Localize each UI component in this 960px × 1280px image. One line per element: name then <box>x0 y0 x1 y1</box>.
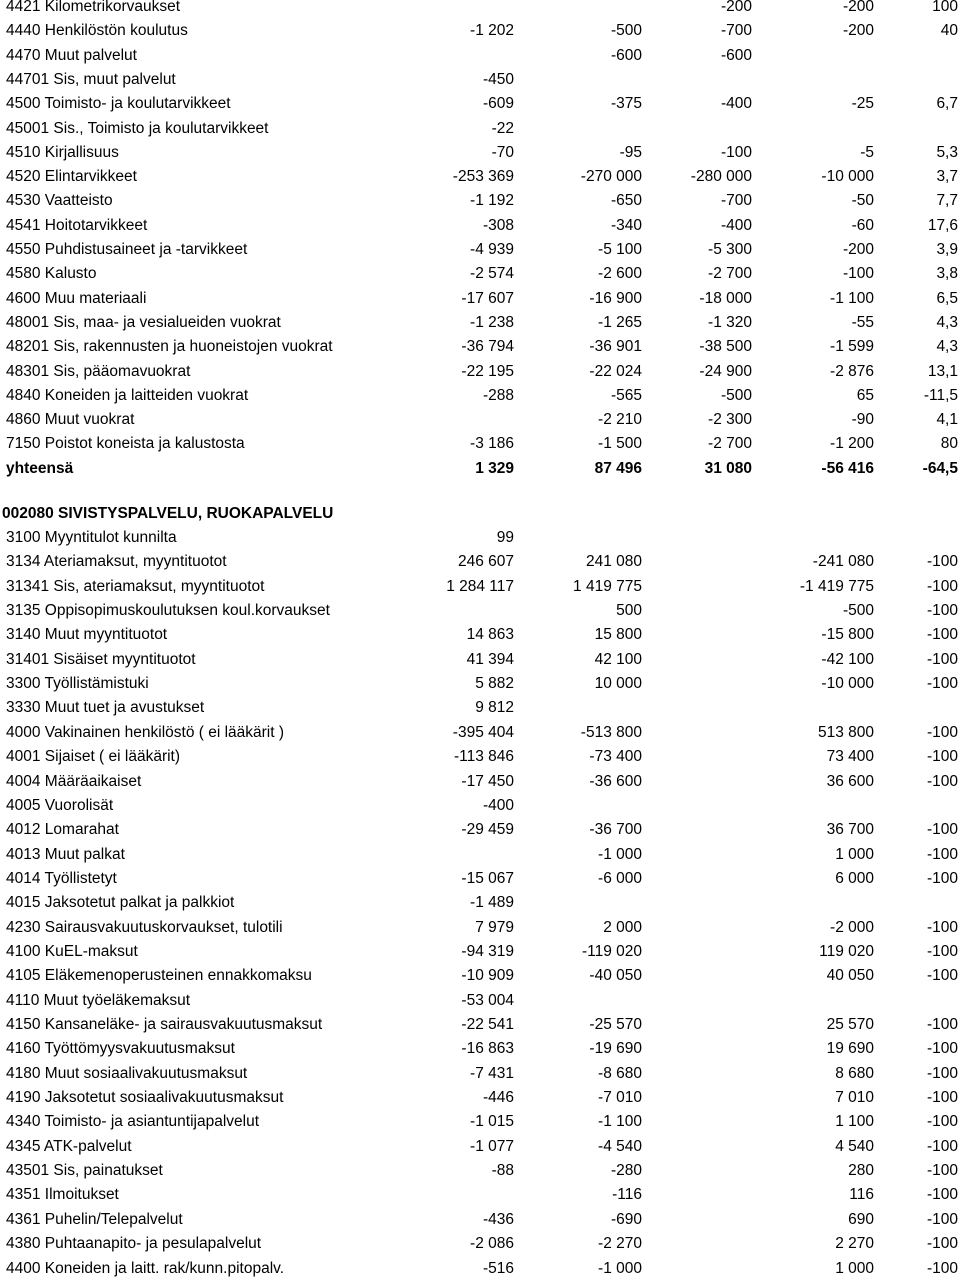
total-col2: 87 496 <box>594 459 642 477</box>
row-col5: -100 <box>926 1113 958 1131</box>
row-col4: 19 690 <box>826 1040 874 1058</box>
row-col2: -116 <box>612 1186 642 1204</box>
row-label: 4150 Kansaneläke- ja sairausvakuutusmaksut <box>6 1016 323 1033</box>
row-label: 4470 Muut palvelut <box>6 46 137 64</box>
row-col4: -100 <box>842 265 874 283</box>
row-col2: 15 800 <box>594 626 642 644</box>
row-col4: -200 <box>842 0 874 15</box>
row-col1: -516 <box>482 1259 514 1277</box>
row-label: 4580 Kalusto <box>6 265 97 283</box>
row-col4: 40 050 <box>826 967 874 985</box>
row-col3: -200 <box>720 0 752 15</box>
row-col5: -100 <box>926 1162 958 1180</box>
row-col2: -1 265 <box>598 313 642 331</box>
table-row <box>0 166 960 188</box>
total-col4: -56 416 <box>821 459 874 477</box>
row-col5: -100 <box>926 845 958 863</box>
table-row <box>0 312 960 334</box>
row-col4: 36 700 <box>826 821 874 839</box>
row-col3: -38 500 <box>699 338 752 356</box>
row-col2: -73 400 <box>589 748 642 766</box>
row-col5: 4,3 <box>936 338 958 356</box>
table-row <box>0 527 960 549</box>
row-label: 4541 Hoitotarvikkeet <box>6 216 148 234</box>
row-col4: -55 <box>851 313 874 331</box>
row-label: 48001 Sis, maa- ja vesialueiden vuokrat <box>6 313 281 331</box>
table-row <box>0 1160 960 1182</box>
row-col4: 280 <box>848 1162 874 1180</box>
row-col1: -94 319 <box>461 942 514 960</box>
table-row <box>0 941 960 963</box>
table-row <box>0 844 960 866</box>
row-label: 4001 Sijaiset ( ei lääkärit) <box>6 748 181 766</box>
row-col5: -100 <box>926 1064 958 1082</box>
table-row <box>0 385 960 407</box>
row-col2: -95 <box>619 143 642 161</box>
row-col3: -700 <box>720 22 752 40</box>
table-row <box>0 336 960 358</box>
row-col4: -25 <box>851 95 874 113</box>
table-row <box>0 1038 960 1060</box>
row-col1: -609 <box>482 95 514 113</box>
table-row <box>0 917 960 939</box>
row-col1: -2 574 <box>470 265 514 283</box>
row-col1: -288 <box>482 386 514 404</box>
row-label: 4840 Koneiden ja laitteiden vuokrat <box>6 386 249 404</box>
row-col4: 2 270 <box>835 1235 874 1253</box>
row-col5: 3,7 <box>936 168 958 186</box>
row-col5: -100 <box>926 723 958 741</box>
row-col1: -1 077 <box>470 1137 514 1155</box>
table-row <box>0 746 960 768</box>
table-row <box>0 45 960 67</box>
table-row <box>0 142 960 164</box>
row-col1: 7 979 <box>475 918 514 936</box>
row-label: 44701 Sis, muut palvelut <box>6 70 176 88</box>
row-col1: -308 <box>482 216 514 234</box>
row-label: 4400 Koneiden ja laitt. rak/kunn.pitopalv. <box>6 1259 285 1277</box>
table-row <box>0 263 960 285</box>
total-col5: -64,5 <box>922 459 958 477</box>
row-col2: -36 600 <box>589 772 642 790</box>
row-label: 31341 Sis, ateriamaksut, myyntituotot <box>6 577 265 595</box>
section-1-total-row <box>0 458 960 480</box>
row-col1: -3 186 <box>470 435 514 453</box>
row-col4: -2 876 <box>830 362 874 380</box>
table-row <box>0 722 960 744</box>
row-col2: -513 800 <box>580 723 642 741</box>
row-col4: -241 080 <box>812 553 874 571</box>
row-col4: 6 000 <box>835 869 874 887</box>
row-label: 7150 Poistot koneista ja kalustosta <box>6 435 245 453</box>
row-col4: -90 <box>851 411 874 429</box>
table-row <box>0 965 960 987</box>
table-row <box>0 20 960 42</box>
row-col5: 5,3 <box>936 143 958 161</box>
row-col5: 3,8 <box>936 265 958 283</box>
row-col1: -1 192 <box>470 192 514 210</box>
row-col2: -1 000 <box>598 845 642 863</box>
row-col2: -500 <box>610 22 642 40</box>
row-col3: -2 300 <box>708 411 752 429</box>
row-col2: -1 500 <box>598 435 642 453</box>
row-col4: 65 <box>856 386 874 404</box>
table-row <box>0 697 960 719</box>
table-row <box>0 1136 960 1158</box>
row-label: 4510 Kirjallisuus <box>6 143 119 161</box>
table-row <box>0 0 960 18</box>
row-col3: -600 <box>720 46 752 64</box>
row-col2: -600 <box>610 46 642 64</box>
row-col4: 7 010 <box>835 1089 874 1107</box>
row-col3: -18 000 <box>699 289 752 307</box>
row-col4: -1 419 775 <box>799 577 874 595</box>
row-label: 31401 Sisäiset myyntituotot <box>6 650 196 668</box>
row-label: 4421 Kilometrikorvaukset <box>6 0 181 15</box>
row-col1: -253 369 <box>452 168 514 186</box>
row-col5: -100 <box>926 1235 958 1253</box>
table-row <box>0 1087 960 1109</box>
table-row <box>0 551 960 573</box>
row-col5: 4,1 <box>936 411 958 429</box>
row-col2: -2 270 <box>598 1235 642 1253</box>
row-col1: -22 <box>491 119 514 137</box>
table-row <box>0 288 960 310</box>
row-label: 4004 Määräaikaiset <box>6 772 142 790</box>
total-label: yhteensä <box>6 459 74 477</box>
table-row <box>0 1209 960 1231</box>
row-col1: -70 <box>491 143 514 161</box>
row-col1: 9 812 <box>475 699 514 717</box>
row-col2: -5 100 <box>598 241 642 258</box>
row-col1: -17 607 <box>461 289 514 307</box>
table-row <box>0 673 960 695</box>
table-row <box>0 649 960 671</box>
row-col5: -100 <box>926 967 958 985</box>
row-col1: 1 284 117 <box>446 577 514 595</box>
row-col2: 2 000 <box>603 918 642 936</box>
row-col5: 4,3 <box>936 313 958 331</box>
row-col5: -100 <box>926 1040 958 1058</box>
row-col5: -100 <box>926 1210 958 1228</box>
row-label: 48301 Sis, pääomavuokrat <box>6 362 191 380</box>
row-col1: 246 607 <box>457 553 514 571</box>
table-row <box>0 433 960 455</box>
row-col1: -400 <box>482 796 514 814</box>
row-col1: 99 <box>496 529 514 546</box>
row-col4: -500 <box>842 602 874 620</box>
row-col5: -100 <box>926 748 958 766</box>
row-col2: -6 000 <box>598 869 642 887</box>
table-row <box>0 409 960 431</box>
total-col3: 31 080 <box>704 459 752 477</box>
table-row <box>0 1014 960 1036</box>
row-col4: -1 100 <box>830 289 874 307</box>
row-col5: -100 <box>926 1186 958 1204</box>
row-col3: -280 000 <box>690 168 752 186</box>
row-col1: -446 <box>482 1089 514 1107</box>
row-col5: 80 <box>940 435 958 453</box>
row-label: 4550 Puhdistusaineet ja -tarvikkeet <box>6 241 248 258</box>
table-row <box>0 1111 960 1133</box>
row-label: 4012 Lomarahat <box>6 821 119 839</box>
row-label: 4230 Sairausvakuutuskorvaukset, tulotili <box>6 918 283 936</box>
row-col1: -53 004 <box>461 991 514 1009</box>
table-row <box>0 576 960 598</box>
table-row <box>0 118 960 140</box>
row-col1: -29 459 <box>461 821 514 839</box>
row-col4: -5 <box>860 143 874 161</box>
row-col4: 36 600 <box>826 772 874 790</box>
row-col5: -11,5 <box>923 386 958 404</box>
row-col1: -436 <box>482 1210 514 1228</box>
row-label: 4600 Muu materiaali <box>6 289 147 307</box>
row-label: 4440 Henkilöstön koulutus <box>6 22 188 40</box>
row-col3: -400 <box>720 216 752 234</box>
row-col4: 1 000 <box>835 845 874 863</box>
row-col1: -1 489 <box>470 894 514 912</box>
row-col2: -690 <box>610 1210 642 1228</box>
table-row <box>0 1258 960 1280</box>
row-col1: -7 431 <box>470 1064 514 1082</box>
row-col2: -4 540 <box>598 1137 642 1155</box>
row-col2: 42 100 <box>594 650 642 668</box>
table-row <box>0 892 960 914</box>
row-col2: -2 210 <box>598 411 642 429</box>
row-col1: -395 404 <box>452 723 514 741</box>
row-col5: 40 <box>940 22 958 40</box>
row-col5: -100 <box>926 942 958 960</box>
row-col2: -25 570 <box>589 1016 642 1033</box>
row-col1: -2 086 <box>470 1235 514 1253</box>
row-col2: -8 680 <box>598 1064 642 1082</box>
row-label: 4160 Työttömyysvakuutusmaksut <box>6 1040 235 1058</box>
table-row <box>0 361 960 383</box>
row-label: 4190 Jaksotetut sosiaalivakuutusmaksut <box>6 1089 284 1107</box>
row-label: 3134 Ateriamaksut, myyntituotot <box>6 553 227 571</box>
row-label: 4860 Muut vuokrat <box>6 411 135 429</box>
table-row <box>0 1233 960 1255</box>
row-col2: 1 419 775 <box>573 577 642 595</box>
row-col5: -100 <box>926 602 958 620</box>
row-col4: -50 <box>851 192 874 210</box>
row-col2: 500 <box>616 602 642 620</box>
table-row <box>0 990 960 1012</box>
row-label: 4500 Toimisto- ja koulutarvikkeet <box>6 95 231 113</box>
row-col5: 6,7 <box>936 95 958 113</box>
row-col5: -100 <box>926 650 958 668</box>
row-col4: 25 570 <box>826 1016 874 1033</box>
row-label: 43501 Sis, painatukset <box>6 1162 163 1180</box>
row-col5: -100 <box>926 577 958 595</box>
section-2-title: 002080 SIVISTYSPALVELU, RUOKAPALVELU <box>2 505 334 522</box>
row-col3: -500 <box>720 386 752 404</box>
row-col4: -1 200 <box>830 435 874 453</box>
row-col4: -42 100 <box>821 650 874 668</box>
row-col2: -340 <box>610 216 642 234</box>
row-label: 4105 Eläkemenoperusteinen ennakkomaksu <box>6 967 312 985</box>
row-label: 4180 Muut sosiaalivakuutusmaksut <box>6 1064 248 1082</box>
row-label: 4345 ATK-palvelut <box>6 1137 132 1155</box>
row-col5: 13,1 <box>927 362 958 380</box>
row-col2: -375 <box>610 95 642 113</box>
table-row <box>0 190 960 212</box>
row-col5: -100 <box>926 869 958 887</box>
row-col1: 41 394 <box>466 650 514 668</box>
row-col2: -1 100 <box>598 1113 642 1131</box>
row-col4: -2 000 <box>830 918 874 936</box>
row-col1: -450 <box>482 70 514 88</box>
row-label: 4340 Toimisto- ja asiantuntijapalvelut <box>6 1113 260 1131</box>
total-col1: 1 329 <box>475 459 514 477</box>
row-col4: 690 <box>848 1210 874 1228</box>
row-col1: -22 541 <box>461 1016 514 1033</box>
row-col2: -36 901 <box>589 338 642 356</box>
row-col2: -36 700 <box>589 821 642 839</box>
table-row <box>0 239 960 261</box>
row-label: 3100 Myyntitulot kunnilta <box>6 529 177 546</box>
row-col2: -650 <box>610 192 642 210</box>
row-col1: -4 939 <box>470 241 514 258</box>
row-col3: -5 300 <box>708 241 752 258</box>
row-col5: -100 <box>926 821 958 839</box>
table-row <box>0 215 960 237</box>
row-label: 3135 Oppisopimuskoulutuksen koul.korvaukset <box>6 602 330 620</box>
row-label: 4361 Puhelin/Telepalvelut <box>6 1210 183 1228</box>
row-label: 4013 Muut palkat <box>6 845 125 863</box>
row-col5: -100 <box>926 1089 958 1107</box>
table-row <box>0 868 960 890</box>
table-row <box>0 624 960 646</box>
row-col5: -100 <box>926 918 958 936</box>
row-col1: -15 067 <box>461 869 514 887</box>
row-col3: -100 <box>720 143 752 161</box>
row-col1: 14 863 <box>466 626 514 644</box>
row-col5: 7,7 <box>936 192 958 210</box>
row-col2: -7 010 <box>598 1089 642 1107</box>
row-label: 4380 Puhtaanapito- ja pesulapalvelut <box>6 1235 262 1253</box>
row-col4: -15 800 <box>821 626 874 644</box>
row-label: 4000 Vakinainen henkilöstö ( ei lääkärit ) <box>6 723 285 741</box>
row-col2: -2 600 <box>598 265 642 283</box>
row-col5: 100 <box>932 0 958 15</box>
row-col5: 17,6 <box>927 216 958 234</box>
row-col5: -100 <box>926 626 958 644</box>
row-col2: 241 080 <box>585 553 642 571</box>
table-row <box>0 771 960 793</box>
row-col4: -1 599 <box>830 338 874 356</box>
table-row <box>0 819 960 841</box>
row-label: 4014 Työllistetyt <box>6 869 117 887</box>
row-label: 3140 Muut myyntituotot <box>6 626 168 644</box>
row-label: 45001 Sis., Toimisto ja koulutarvikkeet <box>6 119 269 137</box>
table-row <box>0 600 960 622</box>
row-col4: -200 <box>842 241 874 258</box>
row-col4: -60 <box>851 216 874 234</box>
row-col1: -88 <box>491 1162 514 1180</box>
row-col5: 3,9 <box>936 241 958 258</box>
row-col2: -19 690 <box>589 1040 642 1058</box>
table-row <box>0 93 960 115</box>
row-label: 3330 Muut tuet ja avustukset <box>6 699 205 717</box>
row-col4: 73 400 <box>826 748 874 766</box>
row-col4: 513 800 <box>817 723 874 741</box>
row-col4: 4 540 <box>835 1137 874 1155</box>
row-col4: 1 000 <box>835 1259 874 1277</box>
row-label: 4005 Vuorolisät <box>6 796 114 814</box>
row-col1: -10 909 <box>461 967 514 985</box>
row-col2: -1 000 <box>598 1259 642 1277</box>
row-label: 48201 Sis, rakennusten ja huoneistojen vuokrat <box>6 338 333 356</box>
row-col2: -270 000 <box>580 168 642 186</box>
table-row <box>0 1063 960 1085</box>
row-col4: 1 100 <box>835 1113 874 1131</box>
row-col5: -100 <box>926 772 958 790</box>
row-col3: -24 900 <box>699 362 752 380</box>
row-col5: -100 <box>926 675 958 693</box>
row-col3: -2 700 <box>708 435 752 453</box>
row-label: 4530 Vaatteisto <box>6 192 113 210</box>
row-col2: -565 <box>610 386 642 404</box>
row-col1: -22 195 <box>461 362 514 380</box>
row-label: 4015 Jaksotetut palkat ja palkkiot <box>6 894 235 912</box>
row-col2: 10 000 <box>594 675 642 693</box>
table-row <box>0 69 960 91</box>
row-col1: -113 846 <box>453 748 514 766</box>
row-label: 4100 KuEL-maksut <box>6 942 138 960</box>
row-col1: -1 202 <box>470 22 514 40</box>
row-col2: -280 <box>610 1162 642 1180</box>
table-row <box>0 795 960 817</box>
row-col1: -17 450 <box>461 772 514 790</box>
table-row <box>0 1184 960 1206</box>
row-col1: -36 794 <box>461 338 514 356</box>
row-col2: -22 024 <box>589 362 642 380</box>
row-label: 4110 Muut työeläkemaksut <box>6 991 191 1009</box>
row-col4: 119 020 <box>819 942 874 960</box>
row-col3: -400 <box>720 95 752 113</box>
row-label: 4351 Ilmoitukset <box>6 1186 119 1204</box>
row-col4: 8 680 <box>835 1064 874 1082</box>
row-col5: -100 <box>926 553 958 571</box>
row-label: 4520 Elintarvikkeet <box>6 168 137 186</box>
row-col1: -16 863 <box>461 1040 514 1058</box>
row-col4: -10 000 <box>821 168 874 186</box>
row-label: 3300 Työllistämistuki <box>6 675 149 693</box>
row-col2: -119 020 <box>581 942 642 960</box>
row-col3: -2 700 <box>708 265 752 283</box>
row-col3: -1 320 <box>708 313 752 331</box>
row-col3: -700 <box>720 192 752 210</box>
row-col5: 6,5 <box>936 289 958 307</box>
row-col5: -100 <box>926 1016 958 1033</box>
row-col1: 5 882 <box>475 675 514 693</box>
row-col2: -16 900 <box>589 289 642 307</box>
row-col1: -1 015 <box>470 1113 514 1131</box>
row-col4: -10 000 <box>821 675 874 693</box>
row-col5: -100 <box>926 1137 958 1155</box>
row-col1: -1 238 <box>470 313 514 331</box>
row-col4: 116 <box>849 1186 874 1204</box>
row-col5: -100 <box>926 1259 958 1277</box>
row-col2: -40 050 <box>589 967 642 985</box>
row-col4: -200 <box>842 22 874 40</box>
